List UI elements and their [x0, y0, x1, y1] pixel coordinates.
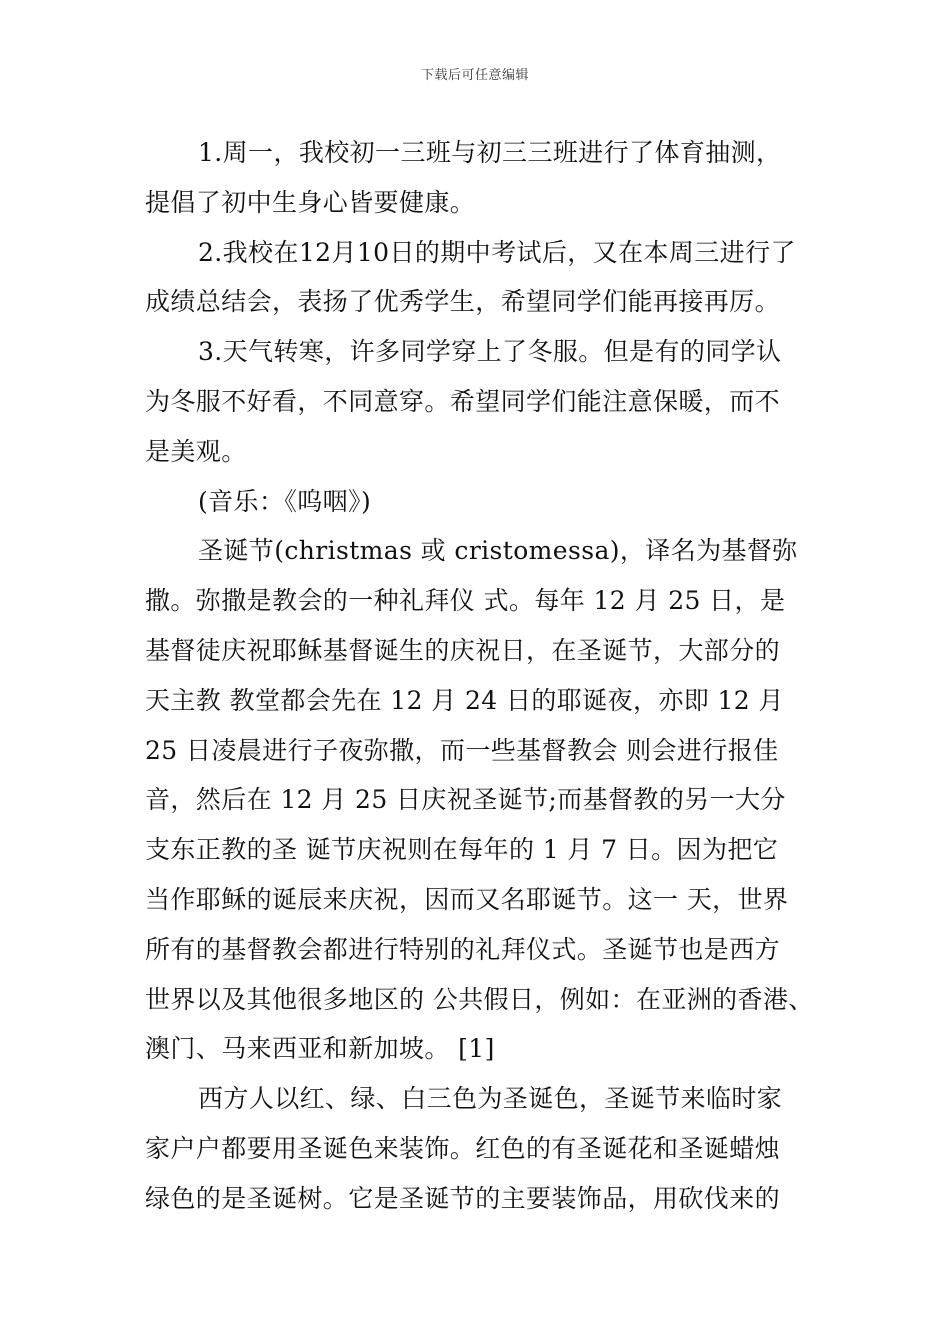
text-line: 天主教 教堂都会先在 12 月 24 日的耶诞夜，亦即 12 月 [145, 685, 784, 715]
text-line: 澳门、马来西亚和新加坡。 [1] [145, 1034, 495, 1064]
text-line: 成绩总结会，表扬了优秀学生，希望同学们能再接再厉。 [145, 287, 781, 317]
text-line: 是美观。 [145, 436, 247, 466]
text-line: 25 日凌晨进行子夜弥撒，而一些基督教会 则会进行报佳 [145, 735, 779, 765]
text-line: 提倡了初中生身心皆要健康。 [145, 187, 476, 217]
text-line: 绿色的是圣诞树。它是圣诞节的主要装饰品，用砍伐来的 [145, 1183, 781, 1213]
text-line: 家户户都要用圣诞色来装饰。红色的有圣诞花和圣诞蜡烛 [145, 1133, 781, 1163]
text-line: 西方人以红、绿、白三色为圣诞色，圣诞节来临时家 [198, 1084, 783, 1114]
text-line: 支东正教的圣 诞节庆祝则在每年的 1 月 7 日。因为把它 [145, 835, 779, 865]
text-line: 音，然后在 12 月 25 日庆祝圣诞节;而基督教的另一大分 [145, 785, 786, 815]
text-line: 圣诞节(christmas 或 cristomessa)，译名为基督弥 [198, 536, 798, 566]
text-line: 2.我校在12月10日的期中考试后，又在本周三进行了 [198, 237, 796, 267]
text-line: 世界以及其他很多地区的 公共假日，例如：在亚洲的香港、 [145, 984, 814, 1014]
text-line: 所有的基督教会都进行特别的礼拜仪式。圣诞节也是西方 [145, 934, 781, 964]
document-body [145, 128, 815, 1224]
text-line: 3.天气转寒，许多同学穿上了冬服。但是有的同学认 [198, 337, 782, 367]
text-line: 撒。弥撒是教会的一种礼拜仪 式。每年 12 月 25 日，是 [145, 586, 786, 616]
text-line: 1.周一，我校初一三班与初三三班进行了体育抽测， [198, 138, 782, 167]
text-line: 基督徒庆祝耶稣基督诞生的庆祝日，在圣诞节，大部分的 [145, 635, 781, 665]
text-line: 当作耶稣的诞辰来庆祝，因而又名耶诞节。这一 天，世界 [145, 884, 789, 914]
page-header: 下载后可任意编辑 [420, 68, 529, 83]
text-line: 为冬服不好看，不同意穿。希望同学们能注意保暖，而不 [145, 386, 781, 416]
text-line: (音乐：《呜咽》) [198, 486, 372, 516]
